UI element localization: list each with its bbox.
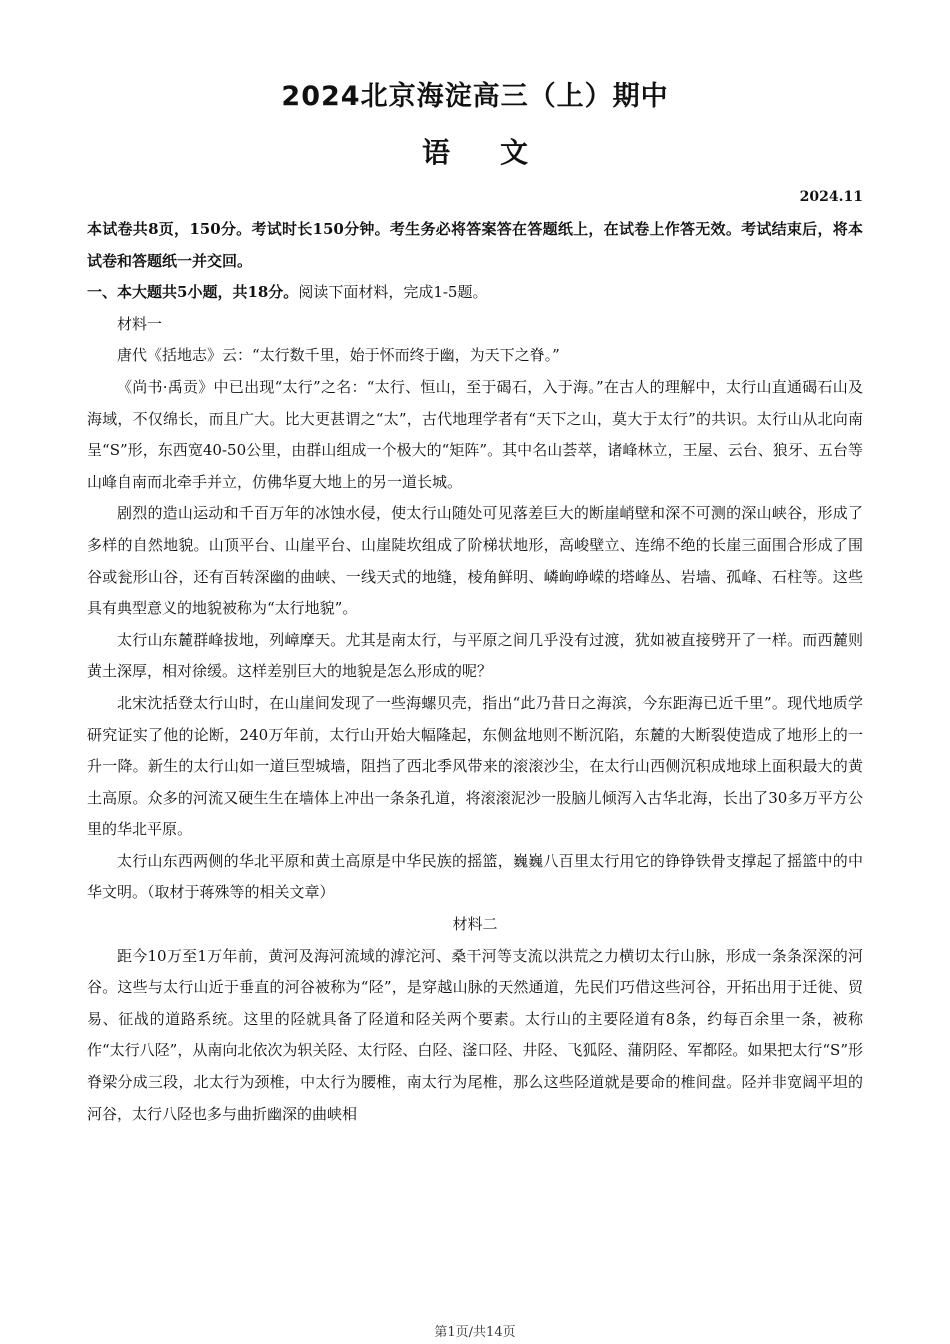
exam-date: 2024.11 <box>799 189 863 205</box>
exam-title: 2024北京海淀高三（上）期中 <box>281 81 669 112</box>
section-heading-rest: 阅读下面材料，完成1-5题。 <box>298 283 488 302</box>
section-heading-bold: 一、本大题共5小题，共18分。 <box>87 283 299 302</box>
material1-paragraph: 太行山东麓群峰拔地，列嶂摩天。尤其是南太行，与平原之间几乎没有过渡，犹如被直接劈开了一样。而西麓则黄土深厚，相对徐缓。这样差别巨大的地貌是怎么形成的呢？ <box>87 630 863 681</box>
material1-paragraph: 《尚书·禹贡》中已出现“太行”之名：“太行、恒山，至于碣石，入于海。”在古人的理解中，太行山直通碣石山及海域，不仅绵长，而且广大。比大更甚谓之“太”，古代地理学者有“天下之山，莫大于太行”的共识。太行山从北向南呈“S”形，东西宽40-50公里，由群山组成一个极大的“矩阵”。其中名山荟萃，诸峰林立，王屋、云台、狼牙、五台等山峰自南而北牵手并立，仿佛华夏大地上的另一道长城。 <box>87 377 863 491</box>
subject-title: 语文 <box>421 136 578 169</box>
material1-paragraph: 剧烈的造山运动和千百万年的冰蚀水侵，使太行山随处可见落差巨大的断崖峭壁和深不可测的深山峡谷，形成了多样的自然地貌。山顶平台、山崖平台、山崖陡坎组成了阶梯状地形，高峻壁立、连绵不绝的长崖三面围合形成了围谷或瓮形山谷，还有百转深幽的曲峡、一线天式的地缝，棱角鲜明、嶙峋峥嵘的塔峰丛、岩墙、孤峰、石柱等。这些具有典型意义的地貌被称为“太行地貌”。 <box>87 504 863 618</box>
material1-paragraph: 北宋沈括登太行山时，在山崖间发现了一些海螺贝壳，指出“此乃昔日之海滨，今东距海已近千里”。现代地质学研究证实了他的论断，240万年前，太行山开始大幅隆起，东侧盆地则不断沉陷，东麓的大断裂使造成了地形上的一升一降。新生的太行山如一道巨型城墙，阻挡了西北季风带来的滚滚沙尘，在太行山西侧沉积成地球上面积最大的黄土高原。众多的河流又硬生生在墙体上冲出一条条孔道，将滚滚泥沙一股脑儿倾泻入古华北海，长出了30多万平方公里的华北平原。 <box>87 693 863 839</box>
page-number: 第1页/共14页 <box>434 1325 516 1340</box>
material2-paragraph: 距今10万至1万年前，黄河及海河流域的滹沱河、桑干河等支流以洪荒之力横切太行山脉，形成一条条深深的河谷。这些与太行山近于垂直的河谷被称为“陉”，是穿越山脉的天然通道，先民们巧借这些河谷，开拓出用于迁徙、贸易、征战的道路系统。这里的陉就具备了陉道和陉关两个要素。太行山的主要陉道有8条，约每百余里一条，被称作“太行八陉”，从南向北依次为轵关陉、太行陉、白陉、滏口陉、井陉、飞狐陉、蒲阴陉、军都陉。如果把太行“S”形脊梁分成三段，北太行为颈椎，中太行为腰椎，南太行为尾椎，那么这些陉道就是要命的椎间盘。陉并非宽阔平坦的河谷，太行八陉也多与曲折幽深的曲峡相 <box>87 946 863 1123</box>
material1-paragraph: 太行山东西两侧的华北平原和黄土高原是中华民族的摇篮，巍巍八百里太行用它的铮铮铁骨支撑起了摇篮中的中华文明。（取材于蒋殊等的相关文章） <box>87 851 863 902</box>
exam-body <box>87 214 863 1130</box>
material1-label: 材料一 <box>117 314 163 333</box>
instructions: 本试卷共8页，150分。考试时长150分钟。考生务必将答案答在答题纸上，在试卷上作答无效。考试结束后，将本试卷和答题纸一并交回。 <box>87 220 863 270</box>
section-heading <box>87 277 863 309</box>
material1-paragraph: 唐代《括地志》云：“太行数千里，始于怀而终于幽，为天下之脊。” <box>117 346 560 365</box>
material2-label: 材料二 <box>452 915 498 934</box>
